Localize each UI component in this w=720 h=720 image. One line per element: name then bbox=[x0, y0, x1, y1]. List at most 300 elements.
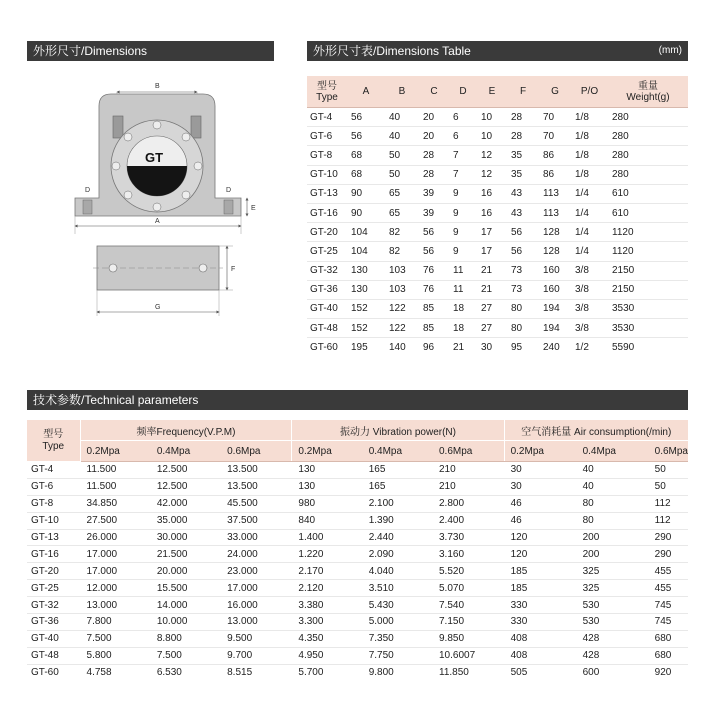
dims-cell: 85 bbox=[419, 319, 449, 338]
tech-cell: 2.800 bbox=[433, 495, 504, 512]
dims-cell: 1120 bbox=[608, 223, 688, 242]
tech-cell: 15.500 bbox=[151, 580, 221, 597]
dims-cell: 50 bbox=[385, 165, 419, 184]
dims-cell: 1/8 bbox=[571, 165, 608, 184]
tech-header-air-p3: 0.6Mpa bbox=[649, 441, 688, 462]
header-type-cn: 型号 bbox=[317, 80, 337, 92]
section-title-dimensions bbox=[27, 41, 274, 61]
dims-cell: 5590 bbox=[612, 341, 635, 353]
dims-cell: 85 bbox=[419, 299, 449, 318]
header-weight bbox=[608, 76, 688, 108]
tech-row bbox=[27, 647, 688, 664]
dims-cell: 21 bbox=[477, 280, 507, 299]
section-title-dimensions-table bbox=[307, 41, 688, 61]
dims-cell: 10 bbox=[477, 108, 507, 127]
tech-cell: 46 bbox=[504, 512, 577, 529]
tech-cell-type: GT-4 bbox=[27, 462, 80, 479]
dims-cell: 43 bbox=[507, 184, 539, 203]
dims-cell: 21 bbox=[453, 341, 465, 353]
tech-cell-type: GT-6 bbox=[27, 478, 80, 495]
tech-cell: 42.000 bbox=[151, 495, 221, 512]
tech-cell: 9.700 bbox=[221, 647, 292, 664]
tech-cell: 1.220 bbox=[292, 546, 363, 563]
dims-cell: 65 bbox=[385, 184, 419, 203]
dims-cell: 86 bbox=[539, 165, 571, 184]
tech-header-freq-p2: 0.4Mpa bbox=[151, 441, 221, 462]
tech-cell: 14.000 bbox=[151, 597, 221, 614]
tech-cell: 46 bbox=[504, 495, 577, 512]
tech-cell: 3.160 bbox=[433, 546, 504, 563]
tech-cell: 185 bbox=[504, 580, 577, 597]
dims-cell: 160 bbox=[539, 280, 571, 299]
tech-cell-type: GT-10 bbox=[27, 512, 80, 529]
tech-cell-type: GT-48 bbox=[27, 647, 80, 664]
tech-cell: 600 bbox=[582, 667, 600, 679]
section-title-technical-text: 技术参数/Technical parameters bbox=[33, 393, 199, 407]
tech-cell: 26.000 bbox=[80, 529, 151, 546]
tech-cell: 2.170 bbox=[292, 563, 363, 580]
tech-cell: 330 bbox=[504, 597, 577, 614]
tech-cell: 112 bbox=[649, 512, 688, 529]
tech-header-freq-p1: 0.2Mpa bbox=[80, 441, 151, 462]
dims-cell: 610 bbox=[608, 203, 688, 222]
dims-cell: 12 bbox=[477, 146, 507, 165]
tech-cell: 9.500 bbox=[221, 630, 292, 647]
tech-cell-type: GT-60 bbox=[31, 667, 59, 679]
dims-cell: 18 bbox=[449, 319, 477, 338]
tech-cell: 3.380 bbox=[292, 597, 363, 614]
tech-cell: 920 bbox=[654, 667, 672, 679]
tech-header-air: 空气消耗量 Air consumption(/min) bbox=[504, 420, 688, 441]
dims-cell: 6 bbox=[449, 108, 477, 127]
dims-cell: 20 bbox=[419, 108, 449, 127]
tech-cell: 330 bbox=[504, 614, 577, 631]
tech-cell: 455 bbox=[649, 580, 688, 597]
dims-cell: 1/4 bbox=[571, 203, 608, 222]
dims-cell: 11 bbox=[449, 280, 477, 299]
tech-cell: 80 bbox=[577, 512, 649, 529]
dims-cell: 73 bbox=[507, 261, 539, 280]
tech-cell: 3.730 bbox=[433, 529, 504, 546]
dims-cell: 1/4 bbox=[571, 242, 608, 261]
dims-cell: 95 bbox=[511, 341, 523, 353]
tech-cell: 37.500 bbox=[221, 512, 292, 529]
dims-cell: 280 bbox=[608, 165, 688, 184]
tech-cell: 8.515 bbox=[227, 667, 253, 679]
dimension-drawing bbox=[27, 66, 289, 326]
dims-cell: 280 bbox=[608, 146, 688, 165]
dims-cell: 96 bbox=[423, 341, 435, 353]
tech-cell: 2.120 bbox=[292, 580, 363, 597]
dims-cell: 82 bbox=[385, 223, 419, 242]
dims-cell-type: GT-36 bbox=[307, 280, 347, 299]
tech-cell: 165 bbox=[363, 462, 433, 479]
dims-cell: 6 bbox=[449, 127, 477, 146]
dims-cell: 122 bbox=[385, 319, 419, 338]
tech-cell: 80 bbox=[577, 495, 649, 512]
tech-cell: 325 bbox=[577, 580, 649, 597]
tech-cell: 20.000 bbox=[151, 563, 221, 580]
dims-cell: 16 bbox=[477, 184, 507, 203]
dims-cell: 27 bbox=[477, 319, 507, 338]
tech-cell: 7.540 bbox=[433, 597, 504, 614]
tech-cell: 428 bbox=[577, 647, 649, 664]
tech-cell-type: GT-16 bbox=[27, 546, 80, 563]
tech-cell: 50 bbox=[649, 478, 688, 495]
header-f: F bbox=[507, 76, 539, 108]
tech-cell-type: GT-13 bbox=[27, 529, 80, 546]
dims-cell: 43 bbox=[507, 203, 539, 222]
dims-cell: 152 bbox=[347, 319, 385, 338]
tech-cell: 4.758 bbox=[80, 664, 151, 680]
header-type-en: Type bbox=[316, 91, 338, 103]
dims-cell: 1/4 bbox=[571, 223, 608, 242]
dims-cell-type: GT-8 bbox=[307, 146, 347, 165]
tech-cell: 5.000 bbox=[363, 614, 433, 631]
dims-cell: 68 bbox=[347, 165, 385, 184]
dims-cell: 280 bbox=[608, 127, 688, 146]
tech-cell: 7.500 bbox=[151, 647, 221, 664]
tech-cell: 24.000 bbox=[221, 546, 292, 563]
dims-cell: 56 bbox=[507, 242, 539, 261]
tech-cell: 13.500 bbox=[221, 462, 292, 479]
tech-cell: 30 bbox=[504, 462, 577, 479]
dims-cell: 1120 bbox=[608, 242, 688, 261]
dims-row bbox=[307, 184, 688, 203]
tech-cell: 165 bbox=[363, 478, 433, 495]
tech-cell: 10.6007 bbox=[433, 647, 504, 664]
dims-cell: 3/8 bbox=[571, 319, 608, 338]
dims-cell: 90 bbox=[347, 203, 385, 222]
dims-cell: 76 bbox=[419, 280, 449, 299]
dims-row bbox=[307, 165, 688, 184]
dims-cell: 17 bbox=[477, 242, 507, 261]
header-type bbox=[307, 76, 347, 108]
label-f: F bbox=[231, 266, 236, 273]
tech-cell: 23.000 bbox=[221, 563, 292, 580]
dims-row bbox=[307, 280, 688, 299]
dims-cell-type: GT-25 bbox=[307, 242, 347, 261]
tech-cell: 5.430 bbox=[363, 597, 433, 614]
tech-cell: 4.950 bbox=[292, 647, 363, 664]
dims-cell: 140 bbox=[389, 341, 406, 353]
tech-cell: 13.500 bbox=[221, 478, 292, 495]
dims-row bbox=[307, 338, 688, 357]
dims-row bbox=[307, 261, 688, 280]
tech-cell: 290 bbox=[649, 529, 688, 546]
tech-cell: 1.390 bbox=[363, 512, 433, 529]
dims-cell: 35 bbox=[507, 146, 539, 165]
tech-cell: 5.070 bbox=[433, 580, 504, 597]
dims-cell: 3/8 bbox=[571, 299, 608, 318]
dims-row bbox=[307, 319, 688, 338]
tech-row bbox=[27, 529, 688, 546]
dims-cell: 113 bbox=[539, 184, 571, 203]
tech-cell: 2.440 bbox=[363, 529, 433, 546]
dims-cell: 104 bbox=[347, 223, 385, 242]
tech-cell: 5.700 bbox=[292, 664, 363, 680]
tech-cell: 17.000 bbox=[80, 546, 151, 563]
dims-cell-type: GT-32 bbox=[307, 261, 347, 280]
tech-row bbox=[27, 597, 688, 614]
dims-cell: 9 bbox=[449, 184, 477, 203]
tech-row bbox=[27, 630, 688, 647]
dims-row bbox=[307, 108, 688, 127]
dims-cell: 17 bbox=[477, 223, 507, 242]
tech-cell: 505 bbox=[504, 664, 577, 680]
dims-cell: 20 bbox=[419, 127, 449, 146]
label-a: A bbox=[155, 218, 160, 225]
tech-cell: 21.500 bbox=[151, 546, 221, 563]
tech-cell: 7.350 bbox=[363, 630, 433, 647]
tech-cell: 200 bbox=[577, 529, 649, 546]
tech-cell: 13.000 bbox=[221, 614, 292, 631]
dims-cell: 9 bbox=[449, 242, 477, 261]
dims-cell: 194 bbox=[539, 299, 571, 318]
tech-cell-type: GT-20 bbox=[27, 563, 80, 580]
tech-cell: 30 bbox=[504, 478, 577, 495]
tech-row bbox=[27, 495, 688, 512]
tech-row bbox=[27, 512, 688, 529]
dims-row bbox=[307, 146, 688, 165]
tech-cell: 11.500 bbox=[80, 462, 151, 479]
dims-cell: 113 bbox=[539, 203, 571, 222]
tech-cell-type: GT-40 bbox=[27, 630, 80, 647]
dims-cell: 152 bbox=[347, 299, 385, 318]
dims-cell-type: GT-20 bbox=[307, 223, 347, 242]
dims-cell: 7 bbox=[449, 146, 477, 165]
dims-cell: 39 bbox=[419, 184, 449, 203]
dims-cell: 56 bbox=[347, 108, 385, 127]
tech-cell: 680 bbox=[649, 647, 688, 664]
tech-header-vib-p3: 0.6Mpa bbox=[433, 441, 504, 462]
tech-cell: 7.800 bbox=[80, 614, 151, 631]
dims-cell: 86 bbox=[539, 146, 571, 165]
dims-cell: 160 bbox=[539, 261, 571, 280]
dims-cell: 1/8 bbox=[571, 127, 608, 146]
dims-cell: 195 bbox=[351, 341, 368, 353]
tech-cell: 40 bbox=[577, 478, 649, 495]
dims-cell: 103 bbox=[385, 280, 419, 299]
dims-cell: 80 bbox=[507, 299, 539, 318]
tech-cell: 210 bbox=[433, 462, 504, 479]
tech-cell: 5.800 bbox=[80, 647, 151, 664]
dims-row bbox=[307, 127, 688, 146]
dims-cell-type: GT-48 bbox=[307, 319, 347, 338]
dims-cell: 28 bbox=[419, 165, 449, 184]
tech-cell: 120 bbox=[504, 529, 577, 546]
tech-row bbox=[27, 563, 688, 580]
dims-cell: 35 bbox=[507, 165, 539, 184]
dims-cell-type: GT-40 bbox=[307, 299, 347, 318]
tech-cell: 9.850 bbox=[433, 630, 504, 647]
tech-header-vib-p2: 0.4Mpa bbox=[363, 441, 433, 462]
dims-cell: 70 bbox=[539, 127, 571, 146]
tech-cell: 8.800 bbox=[151, 630, 221, 647]
dims-cell: 65 bbox=[385, 203, 419, 222]
header-g: G bbox=[539, 76, 571, 108]
tech-cell: 130 bbox=[292, 462, 363, 479]
dims-cell: 1/8 bbox=[571, 108, 608, 127]
dims-cell: 56 bbox=[419, 242, 449, 261]
dims-cell: 56 bbox=[507, 223, 539, 242]
tech-cell: 428 bbox=[577, 630, 649, 647]
tech-cell-type: GT-32 bbox=[27, 597, 80, 614]
dimensions-table-header bbox=[307, 76, 688, 108]
tech-cell: 745 bbox=[649, 597, 688, 614]
dims-cell: 56 bbox=[347, 127, 385, 146]
dims-cell: 9 bbox=[449, 223, 477, 242]
dims-cell: 56 bbox=[419, 223, 449, 242]
tech-cell: 4.350 bbox=[292, 630, 363, 647]
tech-row bbox=[27, 462, 688, 479]
tech-cell: 34.850 bbox=[80, 495, 151, 512]
tech-header-type-cn: 型号 bbox=[43, 428, 64, 440]
label-e: E bbox=[251, 205, 256, 212]
dims-cell-type: GT-60 bbox=[310, 341, 338, 353]
tech-cell: 40 bbox=[577, 462, 649, 479]
dims-cell: 3530 bbox=[608, 319, 688, 338]
dims-cell-type: GT-4 bbox=[307, 108, 347, 127]
tech-cell: 35.000 bbox=[151, 512, 221, 529]
header-b: B bbox=[385, 76, 419, 108]
tech-cell: 680 bbox=[649, 630, 688, 647]
dims-cell: 9 bbox=[449, 203, 477, 222]
dims-cell: 40 bbox=[385, 108, 419, 127]
tech-cell: 130 bbox=[292, 478, 363, 495]
tech-cell: 13.000 bbox=[80, 597, 151, 614]
dims-row bbox=[307, 242, 688, 261]
dims-cell: 122 bbox=[385, 299, 419, 318]
tech-cell: 530 bbox=[577, 614, 649, 631]
tech-header-type-en: Type bbox=[42, 440, 65, 452]
tech-cell-type: GT-8 bbox=[27, 495, 80, 512]
dims-cell: 1/4 bbox=[571, 184, 608, 203]
tech-row bbox=[27, 478, 688, 495]
tech-header-freq-p3: 0.6Mpa bbox=[221, 441, 292, 462]
tech-cell: 50 bbox=[649, 462, 688, 479]
tech-cell-type: GT-36 bbox=[27, 614, 80, 631]
dims-cell: 128 bbox=[539, 242, 571, 261]
dims-cell: 21 bbox=[477, 261, 507, 280]
dims-cell: 50 bbox=[385, 146, 419, 165]
header-c: C bbox=[419, 76, 449, 108]
dimensions-table bbox=[307, 76, 688, 356]
tech-cell: 7.750 bbox=[363, 647, 433, 664]
section-title-table-text: 外形尺寸表/Dimensions Table bbox=[313, 44, 471, 58]
dims-row bbox=[307, 223, 688, 242]
tech-row bbox=[27, 546, 688, 563]
tech-cell: 3.510 bbox=[363, 580, 433, 597]
dims-cell: 10 bbox=[477, 127, 507, 146]
tech-table-header-pressures bbox=[27, 441, 688, 462]
dims-cell: 280 bbox=[608, 108, 688, 127]
tech-header-air-p2: 0.4Mpa bbox=[577, 441, 649, 462]
tech-row bbox=[27, 614, 688, 631]
dims-cell: 1/2 bbox=[575, 341, 589, 353]
tech-cell: 2.400 bbox=[433, 512, 504, 529]
dims-cell: 27 bbox=[477, 299, 507, 318]
dims-cell: 68 bbox=[347, 146, 385, 165]
dims-cell: 11 bbox=[449, 261, 477, 280]
dims-cell: 104 bbox=[347, 242, 385, 261]
tech-cell: 455 bbox=[649, 563, 688, 580]
dims-row bbox=[307, 299, 688, 318]
dims-cell: 40 bbox=[385, 127, 419, 146]
dims-cell: 73 bbox=[507, 280, 539, 299]
label-b: B bbox=[155, 83, 160, 90]
tech-cell: 1.400 bbox=[292, 529, 363, 546]
tech-cell: 12.000 bbox=[80, 580, 151, 597]
label-g: G bbox=[155, 304, 161, 311]
tech-cell: 7.500 bbox=[80, 630, 151, 647]
dims-cell: 39 bbox=[419, 203, 449, 222]
tech-cell: 112 bbox=[649, 495, 688, 512]
dims-cell-type: GT-10 bbox=[307, 165, 347, 184]
tech-cell: 11.850 bbox=[439, 667, 469, 679]
tech-cell: 5.520 bbox=[433, 563, 504, 580]
tech-cell: 200 bbox=[577, 546, 649, 563]
tech-cell: 17.000 bbox=[80, 563, 151, 580]
tech-header-vib-p1: 0.2Mpa bbox=[292, 441, 363, 462]
tech-header-air-p1: 0.2Mpa bbox=[504, 441, 577, 462]
dims-cell: 128 bbox=[539, 223, 571, 242]
tech-cell: 2.090 bbox=[363, 546, 433, 563]
tech-row bbox=[27, 664, 688, 680]
dims-cell: 28 bbox=[419, 146, 449, 165]
tech-cell: 408 bbox=[504, 630, 577, 647]
dims-cell: 76 bbox=[419, 261, 449, 280]
header-d: D bbox=[449, 76, 477, 108]
section-title-technical bbox=[27, 390, 688, 410]
dims-cell: 28 bbox=[507, 127, 539, 146]
label-d-left: D bbox=[85, 187, 91, 194]
dims-cell: 240 bbox=[543, 341, 560, 353]
technical-parameters-table bbox=[27, 420, 688, 681]
dims-row bbox=[307, 203, 688, 222]
tech-cell: 4.040 bbox=[363, 563, 433, 580]
tech-cell: 30.000 bbox=[151, 529, 221, 546]
tech-cell: 840 bbox=[292, 512, 363, 529]
tech-cell: 325 bbox=[577, 563, 649, 580]
dims-cell: 90 bbox=[347, 184, 385, 203]
tech-cell: 980 bbox=[292, 495, 363, 512]
dims-cell: 80 bbox=[507, 319, 539, 338]
header-po: P/O bbox=[571, 76, 608, 108]
tech-cell: 3.300 bbox=[292, 614, 363, 631]
dims-cell: 3/8 bbox=[571, 280, 608, 299]
dims-cell: 82 bbox=[385, 242, 419, 261]
dims-cell: 30 bbox=[481, 341, 493, 353]
dims-cell: 130 bbox=[347, 280, 385, 299]
dims-cell: 2150 bbox=[608, 280, 688, 299]
logo-gt: GT bbox=[145, 150, 164, 165]
header-e: E bbox=[477, 76, 507, 108]
dims-cell: 103 bbox=[385, 261, 419, 280]
dims-cell: 3/8 bbox=[571, 261, 608, 280]
dims-cell: 12 bbox=[477, 165, 507, 184]
dims-cell-type: GT-13 bbox=[307, 184, 347, 203]
dims-cell-type: GT-16 bbox=[307, 203, 347, 222]
dims-cell: 2150 bbox=[608, 261, 688, 280]
tech-cell: 12.500 bbox=[151, 478, 221, 495]
tech-header-type bbox=[27, 420, 80, 462]
tech-header-frequency: 频率Frequency(V.P.M) bbox=[80, 420, 292, 441]
tech-cell: 12.500 bbox=[151, 462, 221, 479]
tech-cell: 27.500 bbox=[80, 512, 151, 529]
unit-label: (mm) bbox=[658, 45, 682, 56]
tech-cell: 17.000 bbox=[221, 580, 292, 597]
